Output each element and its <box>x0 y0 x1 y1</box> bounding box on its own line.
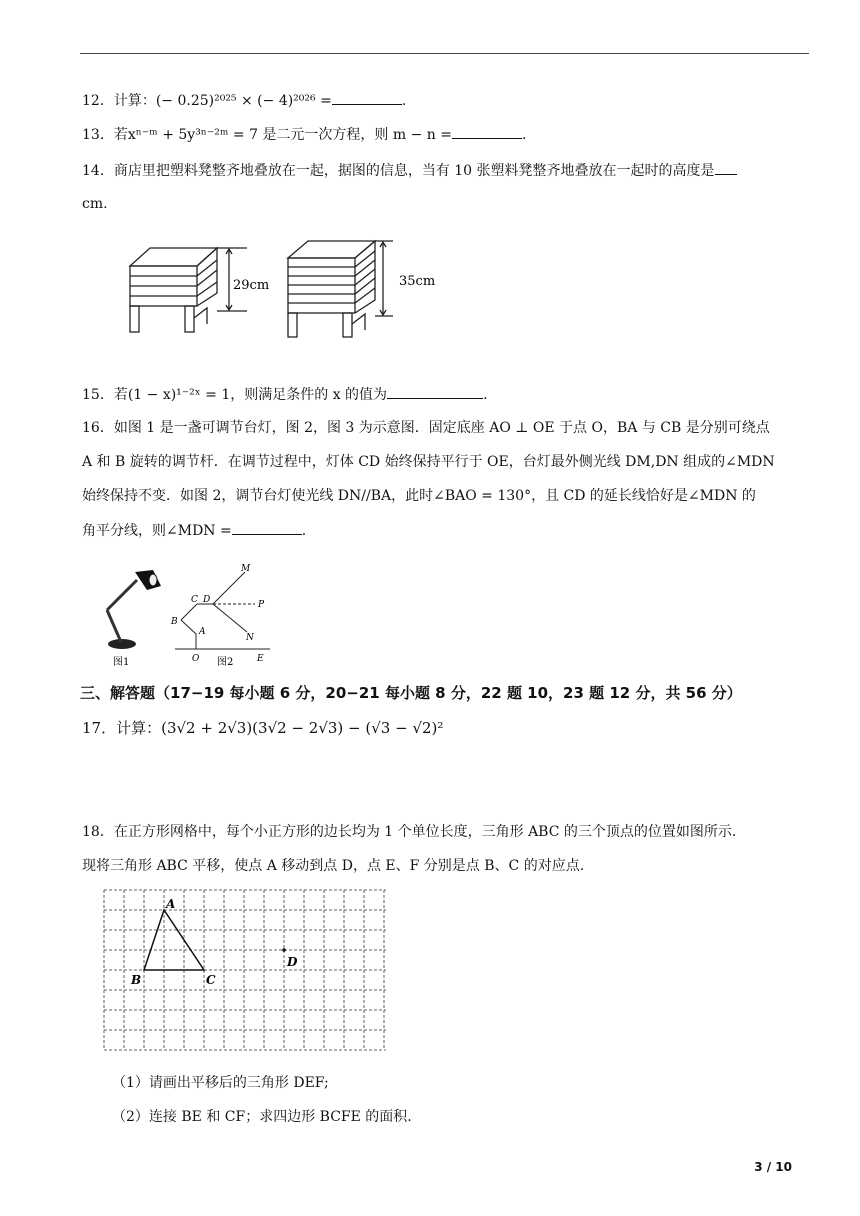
point-N: N <box>246 633 254 643</box>
grid-label-C: C <box>206 973 216 987</box>
q13-end: . <box>522 127 527 143</box>
question-14-line1 <box>82 160 737 181</box>
point-P: P <box>258 600 265 610</box>
point-A: A <box>199 627 206 637</box>
q13-answer-blank[interactable] <box>452 124 522 139</box>
fig1-label: 图1 <box>113 657 130 668</box>
point-M: M <box>241 564 251 574</box>
question-14-line2: cm. <box>82 196 108 212</box>
q15-end: . <box>483 387 488 403</box>
question-16-line1: 16．如图 1 是一盏可调节台灯，图 2，图 3 为示意图．固定底座 AO ⊥ OE 于点 O，BA 与 CB 是分别可绕点 <box>82 420 770 436</box>
q18-sub1: （1）请画出平移后的三角形 DEF; <box>112 1075 329 1091</box>
q15-text: 15．若(1 − x)¹⁻²ˣ = 1，则满足条件的 x 的值为 <box>82 387 388 403</box>
q16-text: 角平分线，则∠MDN = <box>82 523 232 539</box>
question-17: 17．计算：(3√2 + 2√3)(3√2 − 2√3) − (√3 − √2)² <box>82 719 444 737</box>
grid-label-A: A <box>166 897 176 911</box>
grid-label-D: D <box>287 955 298 969</box>
question-18-line1: 18．在正方形网格中，每个小正方形的边长均为 1 个单位长度，三角形 ABC 的三个顶点的位置如图所示. <box>82 824 737 840</box>
q12-text: 12．计算：(− 0.25)²⁰²⁵ × (− 4)²⁰²⁶ = <box>82 93 332 109</box>
q12-end: . <box>401 93 407 109</box>
q12-answer-blank[interactable] <box>332 90 402 105</box>
q18-sub2: （2）连接 BE 和 CF；求四边形 BCFE 的面积. <box>112 1109 412 1125</box>
question-15 <box>82 384 488 405</box>
fig2-label: 图2 <box>217 657 234 668</box>
label-35cm: 35cm <box>399 274 436 289</box>
question-16-line3: 始终保持不变．如图 2，调节台灯使光线 DN//BA，此时∠BAO = 130°，且 CD 的延长线恰好是∠MDN 的 <box>82 488 756 504</box>
desk-lamp-icon <box>107 570 161 649</box>
point-O: O <box>192 654 200 664</box>
q13-text: 13．若xⁿ⁻ᵐ + 5y³ⁿ⁻²ᵐ = 7 是二元一次方程，则 m − n = <box>82 127 452 143</box>
q14-text: 14．商店里把塑料凳整齐地叠放在一起，据图的信息，当有 10 张塑料凳整齐地叠放在一起时的高度是 <box>82 163 715 179</box>
section-3-heading: 三、解答题（17−19 每小题 6 分，20−21 每小题 8 分，22 题 10，23 题 12 分，共 56 分） <box>80 684 742 702</box>
point-D: D <box>203 595 211 605</box>
question-18-line2: 现将三角形 ABC 平移，使点 A 移动到点 D，点 E、F 分别是点 B、C 的对应点. <box>82 858 585 874</box>
q14-answer-blank[interactable] <box>715 160 737 175</box>
q15-answer-blank[interactable] <box>387 384 483 399</box>
grid-label-B: B <box>131 973 142 987</box>
header-rule <box>80 53 809 54</box>
stools-figure <box>125 238 445 338</box>
grid-figure <box>100 886 392 1056</box>
lamp-figures <box>95 562 275 672</box>
q16-end: . <box>301 523 307 539</box>
question-16-line4 <box>82 520 306 541</box>
point-C: C <box>191 595 198 605</box>
question-16-line2: A 和 B 旋转的调节杆．在调节过程中，灯体 CD 始终保持平行于 OE，台灯最外侧光线 DM,DN 组成的∠MDN <box>82 454 775 470</box>
question-12 <box>82 90 406 111</box>
q16-answer-blank[interactable] <box>232 520 302 535</box>
point-E: E <box>257 654 264 664</box>
page-number: 3 / 10 <box>754 1160 792 1174</box>
question-13 <box>82 124 526 145</box>
triangle-abc <box>144 910 204 970</box>
point-B: B <box>171 617 178 627</box>
point-d-dot <box>282 948 286 952</box>
label-29cm: 29cm <box>233 278 270 293</box>
